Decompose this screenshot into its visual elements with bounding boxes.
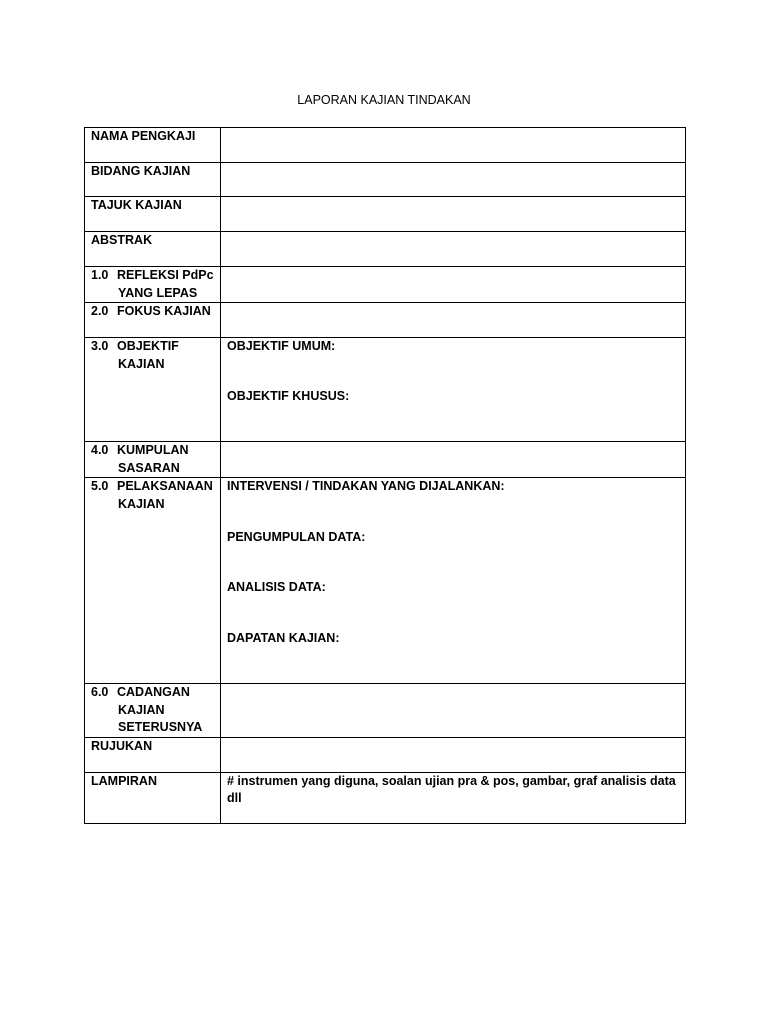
section-title-line2: KAJIAN (118, 356, 165, 371)
row-value-cell[interactable] (221, 338, 686, 442)
section-title-line1: OBJEKTIF (117, 339, 179, 353)
row-label (91, 442, 214, 477)
section-title-line2: KAJIAN (118, 496, 165, 511)
table-row (85, 197, 686, 232)
table-row (85, 442, 686, 478)
objektif-umum-label: OBJEKTIF UMUM: (227, 339, 336, 353)
row-value-cell[interactable] (221, 197, 686, 232)
row-label-cell (85, 128, 221, 163)
row-label (91, 338, 214, 373)
pengumpulan-data-label: PENGUMPULAN DATA: (227, 529, 366, 544)
table-row (85, 772, 686, 823)
section-title-line2: YANG LEPAS (118, 285, 198, 300)
row-label-cell (85, 737, 221, 772)
report-form-table (84, 127, 686, 824)
row-label (91, 478, 214, 513)
row-label-cell (85, 478, 221, 684)
dapatan-kajian-label: DAPATAN KAJIAN: (227, 630, 340, 645)
section-number: 2.0 (91, 304, 109, 318)
section-number: 5.0 (91, 479, 109, 493)
row-value-cell[interactable] (221, 267, 686, 303)
row-value-cell[interactable] (221, 442, 686, 478)
row-label-cell (85, 197, 221, 232)
table-row (85, 303, 686, 338)
table-row (85, 232, 686, 267)
row-value-cell[interactable] (221, 737, 686, 772)
row-value-cell[interactable] (221, 128, 686, 163)
table-row (85, 737, 686, 772)
table-row (85, 684, 686, 738)
row-label (91, 303, 214, 321)
section-title-line2: KAJIAN (118, 702, 165, 717)
objektif-khusus-label: OBJEKTIF KHUSUS: (227, 388, 350, 403)
row-label: NAMA PENGKAJI (91, 129, 196, 143)
row-label: RUJUKAN (91, 738, 153, 753)
section-number: 1.0 (91, 268, 109, 282)
page-title: LAPORAN KAJIAN TINDAKAN (297, 93, 471, 107)
row-label-cell (85, 303, 221, 338)
lampiran-note: # instrumen yang diguna, soalan ujian pra & pos, gambar, graf analisis data dll (227, 773, 676, 805)
row-value-cell[interactable] (221, 478, 686, 684)
analisis-data-label: ANALISIS DATA: (227, 580, 326, 594)
section-title-line2: SASARAN (118, 460, 180, 475)
row-label-cell (85, 442, 221, 478)
table-row (85, 163, 686, 197)
row-value-cell[interactable] (221, 303, 686, 338)
row-value-cell[interactable] (221, 684, 686, 738)
row-label-cell (85, 267, 221, 303)
intervensi-label: INTERVENSI / TINDAKAN YANG DIJALANKAN: (227, 479, 505, 493)
section-title-line1: REFLEKSI PdPc (117, 268, 214, 282)
table-row (85, 338, 686, 442)
section-title-line1: PELAKSANAAN (117, 479, 213, 493)
table-row (85, 267, 686, 303)
section-title-line1: KUMPULAN (117, 443, 189, 457)
row-label (91, 684, 214, 737)
row-label: TAJUK KAJIAN (91, 198, 182, 212)
row-label-cell (85, 684, 221, 738)
row-label: BIDANG KAJIAN (91, 164, 191, 178)
row-label-cell (85, 338, 221, 442)
row-value-cell[interactable] (221, 772, 686, 823)
section-number: 6.0 (91, 685, 109, 699)
table-row (85, 478, 686, 684)
table-row (85, 128, 686, 163)
section-title-line3: SETERUSNYA (118, 720, 203, 734)
row-value-cell[interactable] (221, 232, 686, 267)
row-label: LAMPIRAN (91, 773, 157, 788)
row-label: ABSTRAK (91, 233, 153, 247)
row-label-cell (85, 772, 221, 823)
row-label (91, 267, 214, 302)
row-value-cell[interactable] (221, 163, 686, 197)
row-label-cell (85, 232, 221, 267)
section-title-line1: FOKUS KAJIAN (117, 304, 211, 318)
section-number: 4.0 (91, 443, 109, 457)
section-title-line1: CADANGAN (117, 685, 190, 699)
section-number: 3.0 (91, 339, 109, 353)
row-label-cell (85, 163, 221, 197)
